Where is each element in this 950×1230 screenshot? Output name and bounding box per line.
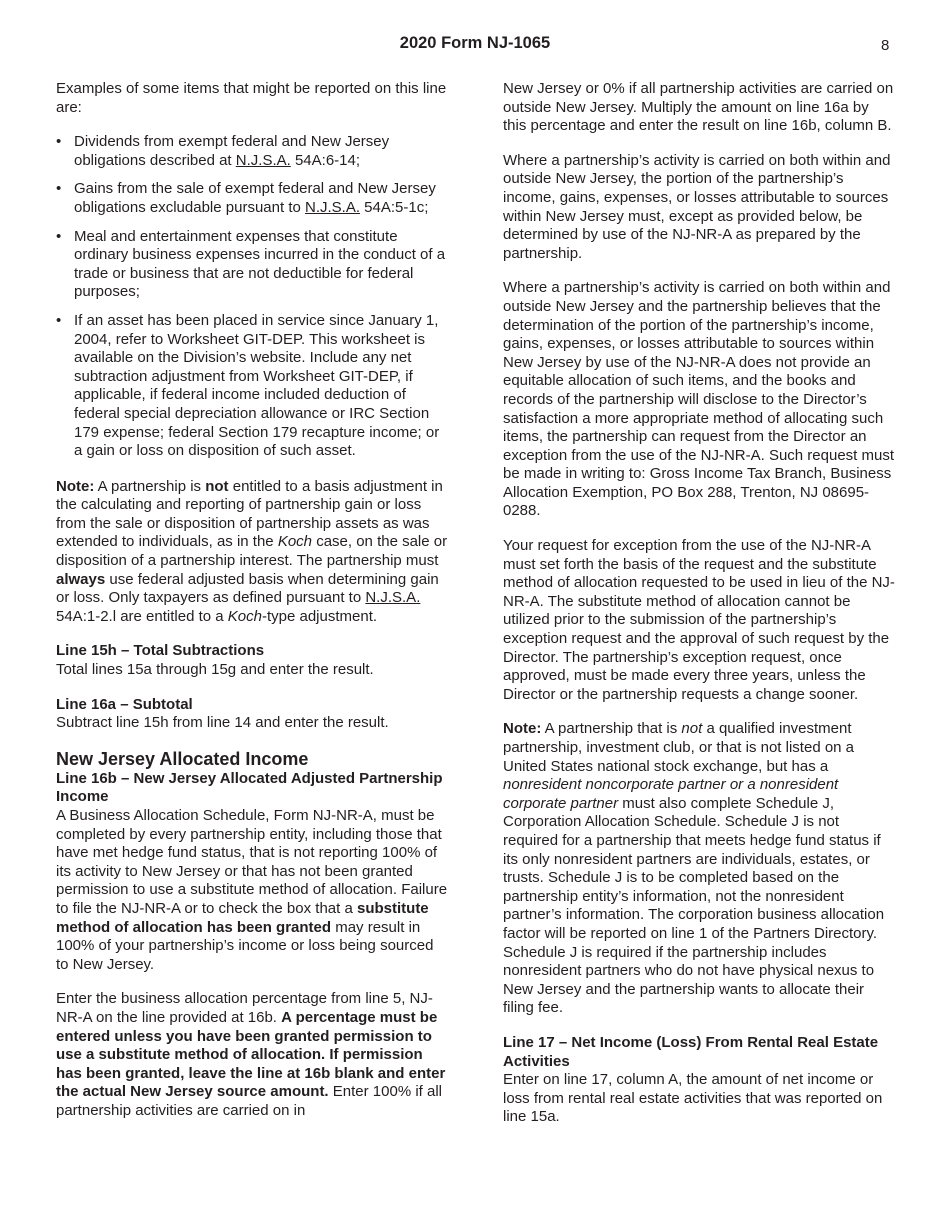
right-column: [503, 80, 895, 1143]
line-16b-instructions: Enter the business allocation percentage from line 5, NJ-NR-A on the line provided at 16b. A percentage must be entered unless you have been granted permission to use a substitute method of allocation. If permission has been granted, leave the line at 16b blank and enter the actual New Jersey source amount. Enter 100% if all partnership activities are carried on in: [56, 990, 446, 1119]
line-17-heading: Line 17 – Net Income (Loss) From Rental Real Estate Activities: [503, 1033, 879, 1070]
schedule-j-note: Note: A partnership that is not a qualified investment partnership, investment club, or that is not listed on a United States national stock exchange, but has a nonresident noncorporate partner or a nonresident corporate partner must also complete Schedule J, Corporation Allocation Schedule. Schedule J is not required for a partnership that meets hedge fund status if its only nonresident partners are individuals, estates, or trusts. Schedule J is to be completed based on the partnership entity’s information, not the nonresident partner’s information. The corporation business allocation factor will be reported on line 1 of the Partners Directory. Schedule J is required if the partnership includes nonresident partners who do not have physical nexus to New Jersey and the partnership wants to allocate their filing fee.: [503, 720, 885, 1017]
paragraph: New Jersey or 0% if all partnership activities are carried on outside New Jersey. Multiply the amount on line 16a by this percentage and enter the result on line 16b, column B.: [503, 80, 894, 135]
line-16a-section: [56, 696, 448, 733]
list-item: • If an asset has been placed in service since January 1, 2004, refer to Worksheet GIT-DEP. This worksheet is available on the Division’s website. Include any net subtraction adjustment from Worksheet GIT-DEP, if applicable, if federal income included deduction of federal special depreciation allowance or IRC Section 179 expense; federal Section 179 recapture income; or a gain or loss on disposition of such asset.: [56, 312, 448, 461]
left-column: [56, 80, 448, 1137]
njsa-link[interactable]: N.J.S.A.: [305, 198, 361, 216]
paragraph: Where a partnership’s activity is carried on both within and outside New Jersey, the portion of the partnership’s income, gains, expenses, or losses attributable to sources within New Jersey must, except as provided below, be determined by use of the NJ-NR-A as prepared by the partnership.: [503, 151, 891, 262]
line-16b-paragraph: A Business Allocation Schedule, Form NJ-NR-A, must be completed by every partnership entity, including those that have met hedge fund status, that is not reporting 100% of its activity to New Jersey or that has not been granted permission to use a substitute method of allocation. Failure to file the NJ-NR-A or to check the box that a substitute method of allocation has been granted may result in 100% of your partnership’s income or loss being sourced to New Jersey.: [56, 807, 448, 973]
line-16a-text: Subtract line 15h from line 14 and enter the result.: [56, 714, 389, 732]
line-15h-heading: Line 15h – Total Subtractions: [56, 642, 265, 660]
line-15h-text: Total lines 15a through 15g and enter the result.: [56, 661, 374, 679]
intro-paragraph: Examples of some items that might be reported on this line are:: [56, 80, 447, 116]
nj-allocated-income-heading: New Jersey Allocated Income: [56, 748, 309, 769]
basis-note: Note: A partnership is not entitled to a basis adjustment in the calculating and reporting of partnership gain or loss from the sale or disposition of partnership assets as was extended to individuals, as in the Koch case, on the sale or disposition of a partnership interest. The partnership must always use federal adjusted basis when determining gain or loss. Only taxpayers as defined pursuant to N.J.S.A. 54A:1-2.l are entitled to a Koch-type adjustment.: [56, 477, 448, 625]
paragraph: Your request for exception from the use of the NJ-NR-A must set forth the basis of the request and the substitute method of allocation requested to be used in lieu of the NJ-NR-A. The substitute method of allocation cannot be utilized prior to the submission of the partnership’s exception request and the approval of such request by the Director. The partnership’s exception request, once approved, must be made every three years, unless the Director or the partnership requests a change sooner.: [503, 537, 895, 703]
line-17-section: [503, 1034, 895, 1127]
line-16b-heading: Line 16b – New Jersey Allocated Adjusted Partnership Income: [56, 769, 443, 806]
list-item: • Dividends from exempt federal and New Jersey obligations described at N.J.S.A. 54A:6-14;: [56, 133, 448, 170]
njsa-link[interactable]: N.J.S.A.: [365, 589, 421, 607]
form-title: 2020 Form NJ-1065: [399, 34, 551, 52]
examples-list: [56, 133, 448, 461]
list-item: • Meal and entertainment expenses that constitute ordinary business expenses incurred in the conduct of a trade or business that are not deductible for federal purposes;: [56, 228, 448, 302]
line-17-text: Enter on line 17, column A, the amount of net income or loss from rental real estate activities that was reported on line 15a.: [503, 1071, 883, 1126]
page-number: 8: [881, 37, 890, 54]
line-15h-section: [56, 642, 448, 679]
list-item: • Gains from the sale of exempt federal and New Jersey obligations excludable pursuant to N.J.S.A. 54A:5-1c;: [56, 180, 448, 217]
line-16a-heading: Line 16a – Subtotal: [56, 695, 193, 713]
paragraph: Where a partnership’s activity is carried on both within and outside New Jersey and the partnership believes that the determination of the portion of the partnership’s income, gains, expenses, or losses attributable to sources within New Jersey by use of the NJ-NR-A does not provide an equitable allocation of such items, and the books and records of the partnership will disclose to the Director’s satisfaction a more appropriate method of allocating such items, the partnership can request from the Director an exception from the use of the NJ-NR-A. Such request must be made in writing to: Gross Income Tax Branch, Business Allocation Exemption, PO Box 288, Trenton, NJ 08695-0288.: [503, 279, 895, 520]
njsa-link[interactable]: N.J.S.A.: [235, 151, 291, 169]
